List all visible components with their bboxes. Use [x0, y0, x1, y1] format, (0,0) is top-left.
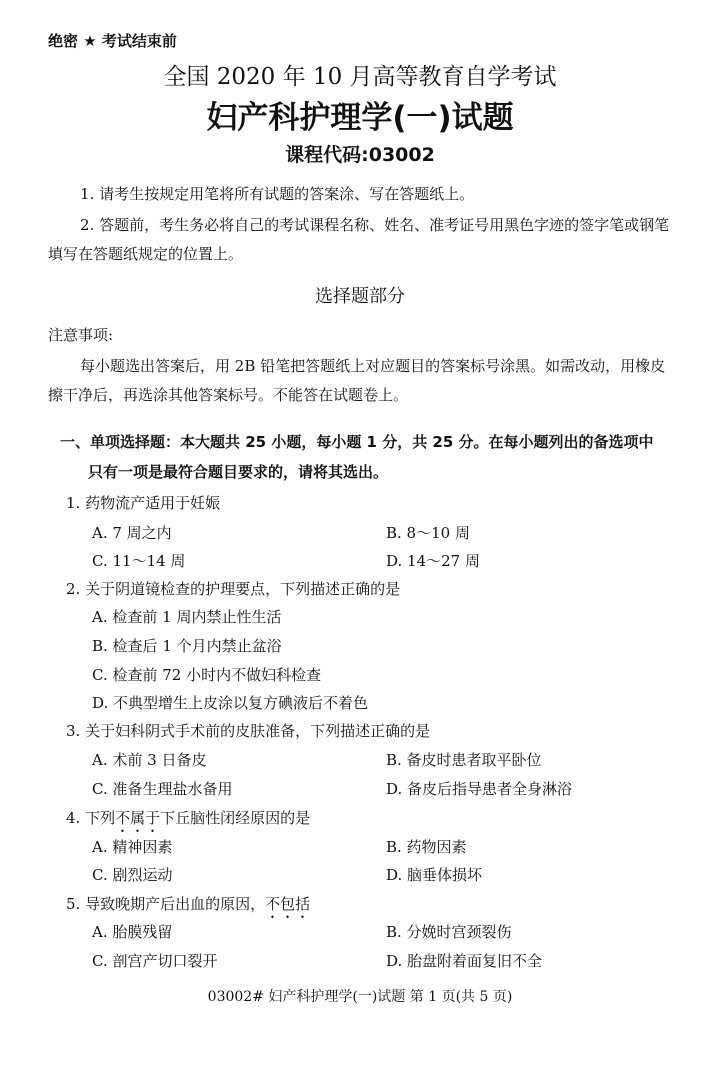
question-2-option-b: B. 检查后 1 个月内禁止盆浴 — [92, 637, 282, 655]
question-1-stem: 1. 药物流产适用于妊娠 — [66, 494, 221, 512]
question-1-option-a: A. 7 周之内 — [92, 524, 172, 542]
course-code: 课程代码:03002 — [285, 144, 435, 166]
question-5-stem — [66, 893, 310, 922]
question-3-option-d: D. 备皮后指导患者全身淋浴 — [386, 780, 573, 798]
question-5-option-d: D. 胎盘附着面复旧不全 — [386, 952, 543, 970]
question-1-option-b: B. 8～10 周 — [386, 524, 470, 542]
instruction-2: 2. 答题前，考生务必将自己的考试课程名称、姓名、准考证号用黑色字迹的签字笔或钢笔 — [80, 216, 670, 234]
question-2-option-d: D. 不典型增生上皮涂以复方碘液后不着色 — [92, 694, 369, 712]
question-4-stem-pre: 4. 下列 — [66, 809, 116, 827]
question-4-emphasis: 不属于 — [115, 809, 161, 827]
question-3-stem: 3. 关于妇科阴式手术前的皮肤准备，下列描述正确的是 — [66, 722, 431, 740]
section-title: 选择题部分 — [315, 286, 405, 307]
question-1-option-d: D. 14～27 周 — [386, 552, 480, 570]
question-4-option-d: D. 脑垂体损坏 — [386, 866, 483, 884]
question-2-option-a: A. 检查前 1 周内禁止性生活 — [92, 608, 282, 626]
question-3-option-b: B. 备皮时患者取平卧位 — [386, 751, 542, 769]
notes-line-1: 每小题选出答案后，用 2B 铅笔把答题纸上对应题目的答案标号涂黑。如需改动，用橡皮 — [80, 357, 666, 375]
instruction-2-cont: 填写在答题纸规定的位置上。 — [48, 245, 244, 263]
question-5-stem-pre: 5. 导致晚期产后出血的原因， — [66, 895, 266, 913]
question-5-option-c: C. 剖宫产切口裂开 — [92, 952, 218, 970]
question-1-option-c: C. 11～14 周 — [92, 552, 186, 570]
page-footer: 03002# 妇产科护理学(一)试题 第 1 页(共 5 页) — [207, 989, 513, 1005]
question-4-stem — [66, 807, 310, 836]
question-3-option-a: A. 术前 3 日备皮 — [92, 751, 207, 769]
question-2-stem: 2. 关于阴道镜检查的护理要点，下列描述正确的是 — [66, 580, 401, 598]
confidential-label: 绝密 ★ 考试结束前 — [48, 32, 177, 50]
question-4-option-b: B. 药物因素 — [386, 838, 467, 856]
question-5-option-b: B. 分娩时宫颈裂伤 — [386, 923, 512, 941]
question-2-option-c: C. 检查前 72 小时内不做妇科检查 — [92, 666, 322, 684]
question-5-emphasis: 不包括 — [265, 895, 311, 913]
subject-title: 妇产科护理学(一)试题 — [206, 100, 514, 136]
instruction-1: 1. 请考生按规定用笔将所有试题的答案涂、写在答题纸上。 — [80, 185, 475, 203]
part-one-heading-cont: 只有一项是最符合题目要求的，请将其选出。 — [88, 463, 389, 481]
question-4-stem-post: 下丘脑性闭经原因的是 — [160, 809, 311, 827]
question-4-option-c: C. 剧烈运动 — [92, 866, 173, 884]
question-5-option-a: A. 胎膜残留 — [92, 923, 173, 941]
question-4-option-a: A. 精神因素 — [92, 838, 173, 856]
exam-title: 全国 2020 年 10 月高等教育自学考试 — [163, 64, 557, 90]
question-3-option-c: C. 准备生理盐水备用 — [92, 780, 233, 798]
notes-line-2: 擦干净后，再选涂其他答案标号。不能答在试题卷上。 — [48, 386, 409, 404]
part-one-heading: 一、单项选择题：本大题共 25 小题，每小题 1 分，共 25 分。在每小题列出的备选项中 — [60, 433, 654, 451]
notes-heading: 注意事项: — [48, 326, 114, 344]
